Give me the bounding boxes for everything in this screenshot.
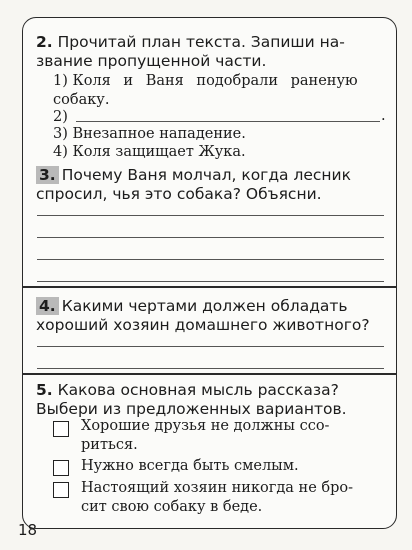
option-1-checkbox[interactable]: [53, 421, 69, 437]
plan-item-4-text: Коля защищает Жука.: [72, 144, 246, 160]
task3-answer-line-3[interactable]: [37, 259, 384, 260]
plan-item-1-text-line2: собаку.: [53, 92, 110, 108]
task3-number: 3.: [36, 166, 59, 184]
task3-question-line1: Почему Ваня молчал, когда лесник: [61, 166, 351, 184]
option-2-checkbox[interactable]: [53, 460, 69, 476]
option-3-checkbox[interactable]: [53, 482, 69, 498]
plan-item-3-num: 3): [53, 126, 68, 142]
option-3-line1: Настоящий хозяин никогда не бро-: [81, 480, 354, 496]
task2-question-line1: Прочитай план текста. Запиши на-: [57, 33, 345, 51]
plan-item-2-num: 2): [53, 109, 68, 125]
option-1-line1: Хорошие друзья не должны ссо-: [81, 418, 330, 434]
divider-2: [23, 373, 396, 375]
page-number: 18: [18, 521, 38, 539]
task5-question-line2: Выбери из предложенных вариантов.: [36, 400, 347, 418]
task3-answer-line-2[interactable]: [37, 237, 384, 238]
plan-item-4-num: 4): [53, 144, 68, 160]
task2-number: 2.: [36, 33, 53, 51]
task4-question: [36, 297, 348, 315]
task2-question: [36, 33, 345, 51]
option-1-line2: риться.: [81, 437, 138, 453]
task4-question-line2: хороший хозяин домашнего животного?: [36, 316, 370, 334]
task4-number: 4.: [36, 297, 59, 315]
task4-question-line1: Какими чертами должен обладать: [61, 297, 348, 315]
plan-item-3-text: Внезапное нападение.: [72, 126, 246, 142]
plan-item-2-answer-line[interactable]: [76, 121, 380, 122]
task5-question-line1: Какова основная мысль рассказа?: [57, 381, 339, 399]
plan-item-4: [53, 144, 246, 160]
option-2-line1: Нужно всегда быть смелым.: [81, 458, 299, 474]
plan-item-1: [53, 73, 358, 89]
plan-item-2-period: .: [381, 108, 386, 124]
plan-item-1-num: 1): [53, 73, 68, 89]
task5-number: 5.: [36, 381, 53, 399]
task3-answer-line-1[interactable]: [37, 215, 384, 216]
option-3-line2: сит свою собаку в беде.: [81, 499, 263, 515]
task3-question: [36, 166, 351, 184]
plan-item-3: [53, 126, 246, 142]
task2-question-line2: звание пропущенной части.: [36, 52, 267, 70]
plan-item-1-text: Коля и Ваня подобрали раненую: [72, 73, 358, 89]
task3-question-line2: спросил, чья это собака? Объясни.: [36, 185, 322, 203]
task3-answer-line-4[interactable]: [37, 281, 384, 282]
divider-1: [23, 286, 396, 288]
task5-question: [36, 381, 339, 399]
task4-answer-line-1[interactable]: [37, 346, 384, 347]
task4-answer-line-2[interactable]: [37, 368, 384, 369]
